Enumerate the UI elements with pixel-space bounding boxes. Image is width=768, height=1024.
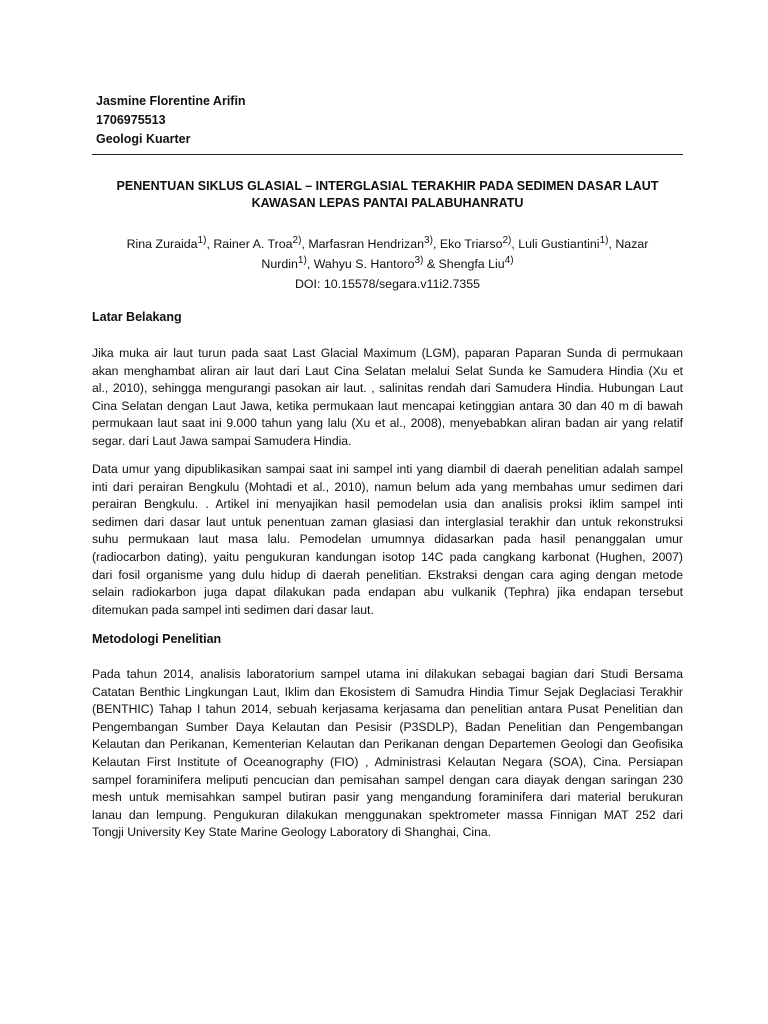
student-name: Jasmine Florentine Arifin (96, 94, 246, 108)
text-line: Data umur yang dipublikasikan sampai saat ini sampel inti yang diambil di daerah penelitian adalah sampel (92, 462, 683, 476)
student-info (96, 92, 246, 149)
author-name: , Rainer A. Troa (206, 237, 293, 251)
heading-metodologi: Metodologi Penelitian (92, 632, 222, 646)
text-line: suhu permukaan laut masa lalu. Pemodelan umumnya didasarkan pada hasil penanggalan umur (92, 532, 683, 547)
author-name: , Wahyu S. Hantoro (306, 257, 415, 271)
affiliation-mark: 1) (599, 235, 609, 246)
affiliation-mark: 1) (197, 235, 207, 246)
author-name: , Marfasran Hendrizan (301, 237, 425, 251)
text-line: (radiocarbon dating), yaitu pengukuran kandungan isotop 14C pada cangkang karbonat (Hughen, 2007) (92, 549, 683, 564)
author-name: & Shengfa Liu (423, 257, 505, 271)
affiliation-mark: 3) (414, 255, 424, 266)
text-line: Pengembangan Sumber Daya Kelautan dan Pesisir (P3SDLP), Badan Penelitian dan Pengembangan (92, 719, 683, 734)
text-line: mesh untuk memisahkan sampel butiran pasir yang mengandung foraminifera dari material berukuran (92, 790, 683, 805)
author-name: Nurdin (261, 257, 298, 271)
text-line: akan menghambat aliran air laut dari Laut Cina Selatan melalui Selat Sunda ke Samudera Hindia (Xu et (92, 363, 683, 378)
author-name: Rina Zuraida (126, 237, 198, 251)
author-list (92, 234, 683, 294)
author-line-2 (92, 254, 683, 274)
text-line: Jika muka air laut turun pada saat Last Glacial Maximum (LGM), paparan Paparan Sunda di permukaan (92, 346, 683, 360)
text-line: dari fosil organisme yang dulu hidup di daerah penelitian. Ekstraksi dengan cara aging dengan metode (92, 567, 683, 582)
title-line-1: PENENTUAN SIKLUS GLASIAL – INTERGLASIAL TERAKHIR PADA SEDIMEN DASAR LAUT (116, 179, 659, 193)
affiliation-mark: 3) (424, 235, 433, 246)
text-line: Cina Selatan dengan Laut Jawa, ketika permukaan laut mencapai ketinggian antara 30 dan 40 m di bawah (92, 398, 683, 413)
text-line: (BENTHIC) Tahap I tahun 2014, sebuah kerjasama kerjasama dan penelitian antara Pusat Penelitian dan (92, 702, 683, 717)
text-line: lanau dan lempung. Pengukuran dilakukan menggunakan spektrometer massa Finnigan MAT 252 dari (92, 807, 683, 822)
paragraph-1 (92, 345, 683, 451)
student-id: 1706975513 (96, 113, 166, 127)
text-line: selain radiokarbon juga dapat dilakukan pada endapan abu vulkanik (Tephra) jika endapan tersebut (92, 585, 683, 600)
author-name: , Luli Gustiantini (511, 237, 600, 251)
text-line: segar. dari Laut Jawa sampai Samudera Hindia. (92, 433, 352, 448)
doi-text: DOI: 10.15578/segara.v11i2.7355 (294, 277, 481, 291)
text-line: permukaan laut saat ini 9.000 tahun yang lalu (Xu et al., 2008), menyebabkan aliran badan air yang relatif (92, 416, 683, 431)
affiliation-mark: 4) (504, 255, 514, 266)
author-line-1 (92, 234, 683, 254)
paragraph-2 (92, 461, 683, 619)
course-name: Geologi Kuarter (96, 132, 191, 146)
text-line: Kelautan First Institute of Oceanography (FIO) , Administrasi Kelautan Negara (SOA), Cina. Persiapan (92, 754, 683, 769)
paper-title (92, 178, 683, 212)
text-line: Pada tahun 2014, analisis laboratorium sampel utama ini dilakukan sebagai bagian dari Studi Bersama (92, 667, 683, 681)
text-line: al., 2010), sehingga mengurangi pasokan air laut. , salinitas rendah dari Samudera Hindia. Hubungan Laut (92, 381, 683, 396)
affiliation-mark: 2) (502, 235, 512, 246)
affiliation-mark: 1) (297, 255, 307, 266)
horizontal-divider (92, 154, 683, 155)
text-line: Kelautan dan Perikanan, Kementerian Kelautan dan Perikanan dengan Departemen Geologi dan Geofisika (92, 737, 683, 752)
text-line: sedimen dari dasar laut untuk penentuan zaman glasiasi dan interglasial terakhir dan untuk rekonstruksi (92, 514, 683, 529)
text-line: sampel foraminifera meliputi pencucian dan pemisahan sampel dengan cara diayak dengan saringan 230 (92, 772, 683, 787)
text-line: Tongji University Key State Marine Geology Laboratory di Shanghai, Cina. (92, 825, 492, 840)
text-line: perairan Bengkulu. . Artikel ini menyajikan hasil pemodelan usia dan analisis proksi iklim sampel inti (92, 497, 683, 512)
paragraph-3 (92, 666, 683, 842)
author-name: , Eko Triarso (432, 237, 503, 251)
text-line: Catatan Benthic Lingkungan Laut, Iklim dan Ekosistem di Samudra Hindia Timur Sejak Deglaciasi Terakhir (92, 684, 683, 699)
text-line: inti dari perairan Bengkulu (Mohtadi et al., 2010), namun belum ada yang membahas umur sedimen dari (92, 479, 683, 494)
title-line-2: KAWASAN LEPAS PANTAI PALABUHANRATU (251, 196, 524, 210)
heading-latar-belakang: Latar Belakang (92, 310, 182, 324)
author-name: , Nazar (608, 237, 649, 251)
text-line: ditemukan pada sampel inti sedimen dari dasar laut. (92, 602, 374, 617)
affiliation-mark: 2) (292, 235, 302, 246)
